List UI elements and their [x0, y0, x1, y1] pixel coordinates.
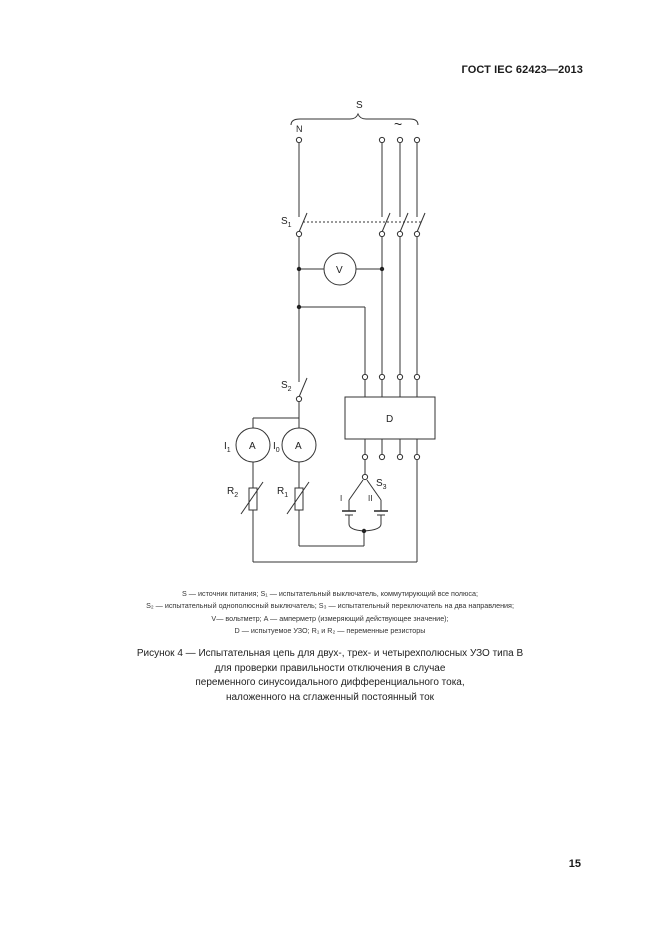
terminal-l2-top	[397, 137, 402, 142]
label-r1: $R_1$	[277, 486, 289, 499]
terminal-n-top	[296, 137, 301, 142]
label-neutral: N	[296, 124, 303, 134]
caption-line: наложенного на сглаженный постоянный ток	[225, 691, 435, 703]
label-s2: $S_2$	[281, 380, 292, 393]
label-i0: $I_0$	[273, 441, 280, 454]
standard-header: ГОСТ IEC 62423—2013	[461, 64, 583, 76]
label-voltmeter: V	[336, 265, 343, 276]
legend-line: S₂ — испытательный однополюсный выключатель; S₃ — испытательный переключатель на два направления;	[146, 601, 514, 611]
figure-legend	[90, 588, 570, 638]
label-source: S	[356, 100, 363, 111]
legend-line: S — источник питания; S₁ — испытательный выключатель, коммутирующий все полюса;	[182, 589, 478, 598]
terminal-l3-top	[414, 137, 419, 142]
label-s1: $S_1$	[281, 216, 292, 229]
label-ammeter-1: A	[249, 441, 256, 452]
caption-line: для проверки правильности отключения в случае	[214, 662, 446, 674]
switch-s1	[299, 213, 425, 232]
resistor-r1	[295, 488, 303, 510]
switch-s2	[299, 378, 307, 397]
figure-caption	[60, 647, 600, 705]
label-ac: ~	[394, 116, 403, 132]
label-r2: $R_2$	[227, 486, 239, 499]
resistor-r2	[249, 488, 257, 510]
page-number: 15	[568, 858, 581, 870]
label-position-i: I	[340, 494, 343, 503]
label-s3: $S_3$	[376, 478, 387, 491]
label-position-ii: II	[368, 494, 373, 503]
label-ammeter-0: A	[295, 441, 302, 452]
terminal-l1-top	[379, 137, 384, 142]
caption-line: переменного синусоидального дифференциального тока,	[195, 677, 465, 688]
legend-line: V— вольтметр; A — амперметр (измеряющий действующее значение);	[211, 613, 449, 623]
caption-line: Рисунок 4 — Испытательная цепь для двух-, трех- и четырехполюсных УЗО типа B	[136, 648, 524, 659]
legend-line: D — испытуемое УЗО; R₁ и R₂ — переменные резисторы	[234, 626, 426, 636]
label-device: D	[386, 414, 394, 425]
label-i1: $I_1$	[224, 441, 231, 454]
